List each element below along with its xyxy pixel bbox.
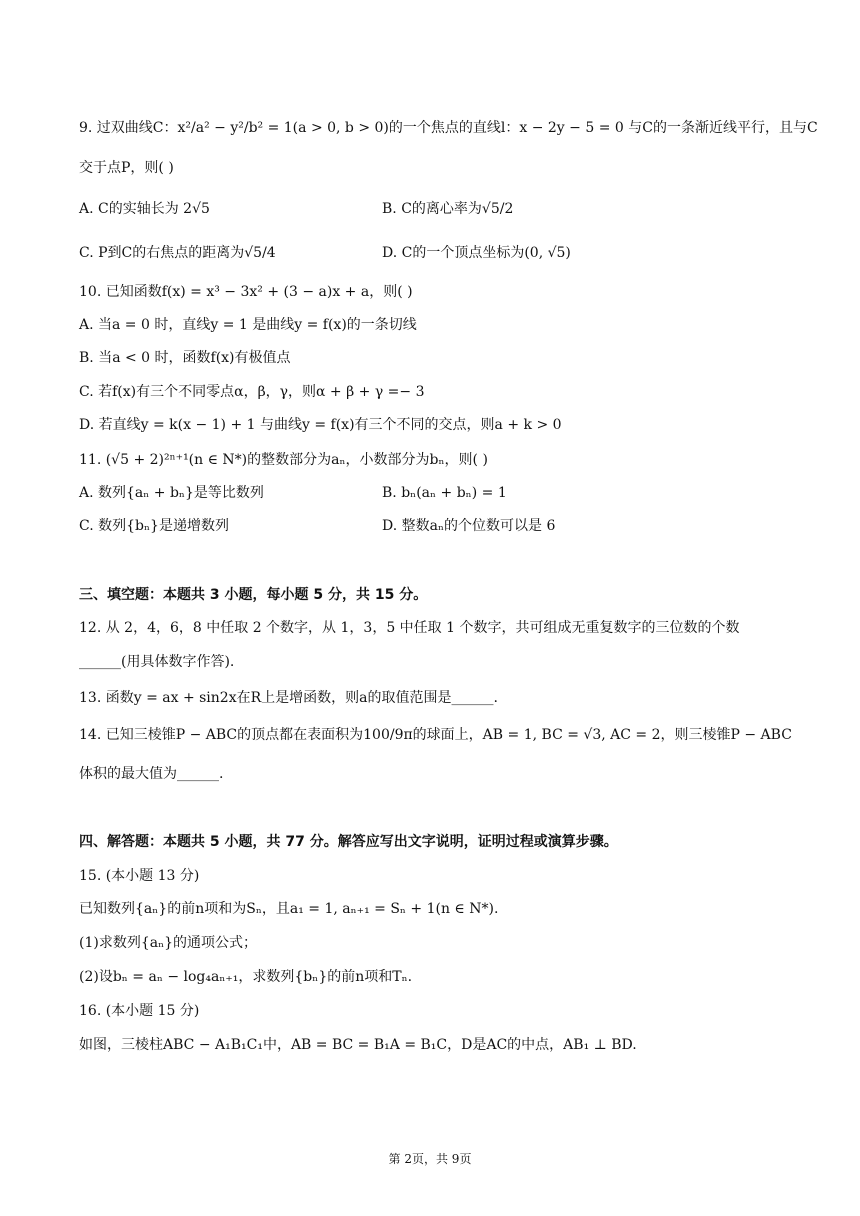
q11-option-c: C. 数列{bₙ}是递增数列 xyxy=(79,518,229,534)
q11-option-d: D. 整数aₙ的个位数可以是 6 xyxy=(382,518,556,534)
q15-part2: (2)设bₙ = aₙ − log₄aₙ₊₁，求数列{bₙ}的前n项和Tₙ. xyxy=(79,969,413,985)
q9-line1: 9. 过双曲线C：x²/a² − y²/b² = 1(a > 0, b > 0)的一个焦点的直线l：x − 2y − 5 = 0 与C的一条渐近线平行，且与C xyxy=(79,120,818,136)
q9-line2: 交于点P，则( ) xyxy=(79,160,174,176)
q10-option-b: B. 当a < 0 时，函数f(x)有极值点 xyxy=(79,350,291,366)
q9-option-c: C. P到C的右焦点的距离为√5/4 xyxy=(79,245,276,261)
q11-stem: 11. (√5 + 2)²ⁿ⁺¹(n ∈ N*)的整数部分为aₙ，小数部分为bₙ，则( ) xyxy=(79,452,488,468)
q9-option-a: A. C的实轴长为 2√5 xyxy=(79,201,210,217)
section-4-heading: 四、解答题：本题共 5 小题，共 77 分。解答应写出文字说明，证明过程或演算步骤。 xyxy=(79,834,618,850)
q16-stem: 如图，三棱柱ABC − A₁B₁C₁中，AB = BC = B₁A = B₁C，D是AC的中点，AB₁ ⊥ BD. xyxy=(79,1037,637,1053)
q11-option-a: A. 数列{aₙ + bₙ}是等比数列 xyxy=(79,485,264,501)
q15-title: 15. (本小题 13 分) xyxy=(79,868,200,884)
q9-option-d: D. C的一个顶点坐标为(0, √5) xyxy=(382,245,571,261)
q12-line2: ______(用具体数字作答). xyxy=(79,654,235,670)
q14-line1: 14. 已知三棱锥P − ABC的顶点都在表面积为100/9π的球面上，AB = 1, BC = √3, AC = 2，则三棱锥P − ABC xyxy=(79,727,792,743)
q11-option-b: B. bₙ(aₙ + bₙ) = 1 xyxy=(382,485,507,501)
q10-option-a: A. 当a = 0 时，直线y = 1 是曲线y = f(x)的一条切线 xyxy=(79,317,417,333)
q12-line1: 12. 从 2，4，6，8 中任取 2 个数字，从 1，3，5 中任取 1 个数字，共可组成无重复数字的三位数的个数 xyxy=(79,620,740,636)
q9-option-b: B. C的离心率为√5/2 xyxy=(382,201,514,217)
page-footer: 第 2页，共 9页 xyxy=(388,1152,472,1166)
q16-title: 16. (本小题 15 分) xyxy=(79,1003,200,1019)
q10-option-c: C. 若f(x)有三个不同零点α，β，γ，则α + β + γ =− 3 xyxy=(79,384,425,400)
q15-part1: (1)求数列{aₙ}的通项公式； xyxy=(79,935,258,951)
q10-stem: 10. 已知函数f(x) = x³ − 3x² + (3 − a)x + a，则( ) xyxy=(79,284,413,300)
q14-line2: 体积的最大值为______. xyxy=(79,766,224,782)
q13: 13. 函数y = ax + sin2x在R上是增函数，则a的取值范围是______. xyxy=(79,690,498,706)
q10-option-d: D. 若直线y = k(x − 1) + 1 与曲线y = f(x)有三个不同的交点，则a + k > 0 xyxy=(79,417,562,433)
section-3-heading: 三、填空题：本题共 3 小题，每小题 5 分，共 15 分。 xyxy=(79,587,428,603)
q15-stem: 已知数列{aₙ}的前n项和为Sₙ，且a₁ = 1, aₙ₊₁ = Sₙ + 1(n ∈ N*). xyxy=(79,901,499,917)
